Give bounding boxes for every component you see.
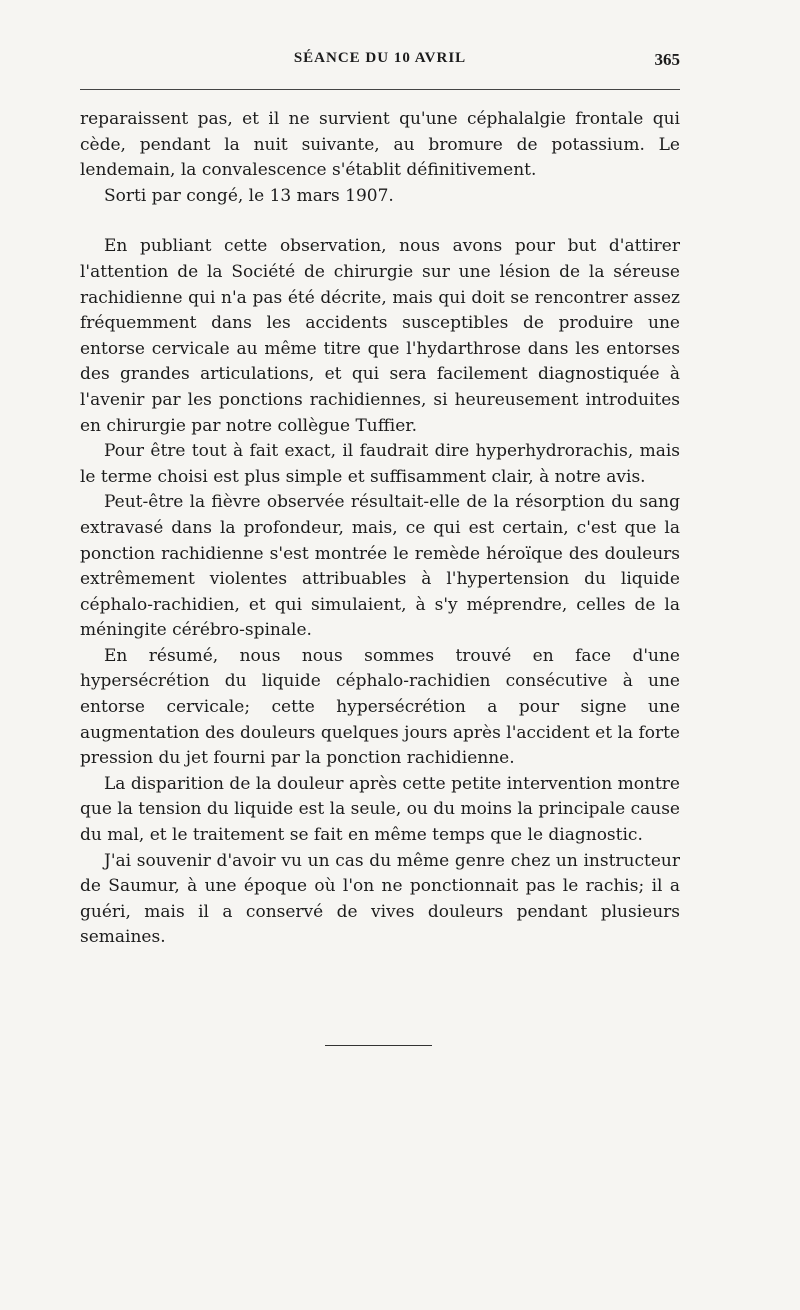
page-number: 365: [654, 50, 680, 69]
paragraph-discharge-date: Sorti par congé, le 13 mars 1907.: [104, 185, 394, 206]
paragraph-continuation: reparaissent pas, et il ne survient qu'une céphalalgie frontale qui cède, pendant la nuit suivante, au bromure de potassium. Le lendemain, la convalescence s'établit définitivement.: [80, 109, 680, 181]
header-rule: [80, 89, 680, 90]
running-title: SÉANCE DU 10 AVRIL: [293, 50, 467, 66]
paragraph-summary: En résumé, nous nous sommes trouvé en face d'une hypersécrétion du liquide céphalo-rachidien consécutive à une entorse cervicale; cette hypersécrétion a pour signe une augmentation des douleurs quelques jours après l'accident et la forte pression du jet fourni par la ponction rachidienne.: [80, 645, 680, 769]
paragraph-fever: Peut-être la fièvre observée résultait-elle de la résorption du sang extravasé dans la profondeur, mais, ce qui est certain, c'est que la ponction rachidienne s'est montrée le remède héroïque des douleurs extrêmement violentes attribuables à l'hypertension du liquide céphalo-rachidien, et qui simulaient, à s'y méprendre, celles de la méningite cérébro-spinale.: [80, 492, 680, 641]
closing-rule: [325, 1045, 432, 1046]
paragraph-pain-disappearance: La disparition de la douleur après cette petite intervention montre que la tension du liquide est la seule, ou du moins la principale cause du mal, et le traitement se fait en même temps que le diagnostic.: [80, 773, 680, 846]
running-head: [80, 50, 680, 72]
paragraph-terminology: Pour être tout à fait exact, il faudrait dire hyperhydrorachis, mais le terme choisi est plus simple et suffisamment clair, à notre avis.: [80, 441, 680, 487]
body-text: [80, 107, 680, 951]
paragraph-purpose: En publiant cette observation, nous avons pour but d'attirer l'attention de la Société de chirurgie sur une lésion de la séreuse rachidienne qui n'a pas été décrite, mais qui doit se rencontrer assez fréquemment dans les accidents susceptibles de produire une entorse cervicale au même titre que l'hydarthrose dans les entorses des grandes articulations, et qui sera facilement diagnostiquée à l'avenir par les ponctions rachidiennes, si heureusement introduites en chirurgie par notre collègue Tuffier.: [80, 236, 680, 436]
paragraph-saumur-case: J'ai souvenir d'avoir vu un cas du même genre chez un instructeur de Saumur, à une époque où l'on ne ponctionnait pas le rachis; il a guéri, mais il a conservé de vives douleurs pendant plusieurs semaines.: [80, 850, 680, 948]
